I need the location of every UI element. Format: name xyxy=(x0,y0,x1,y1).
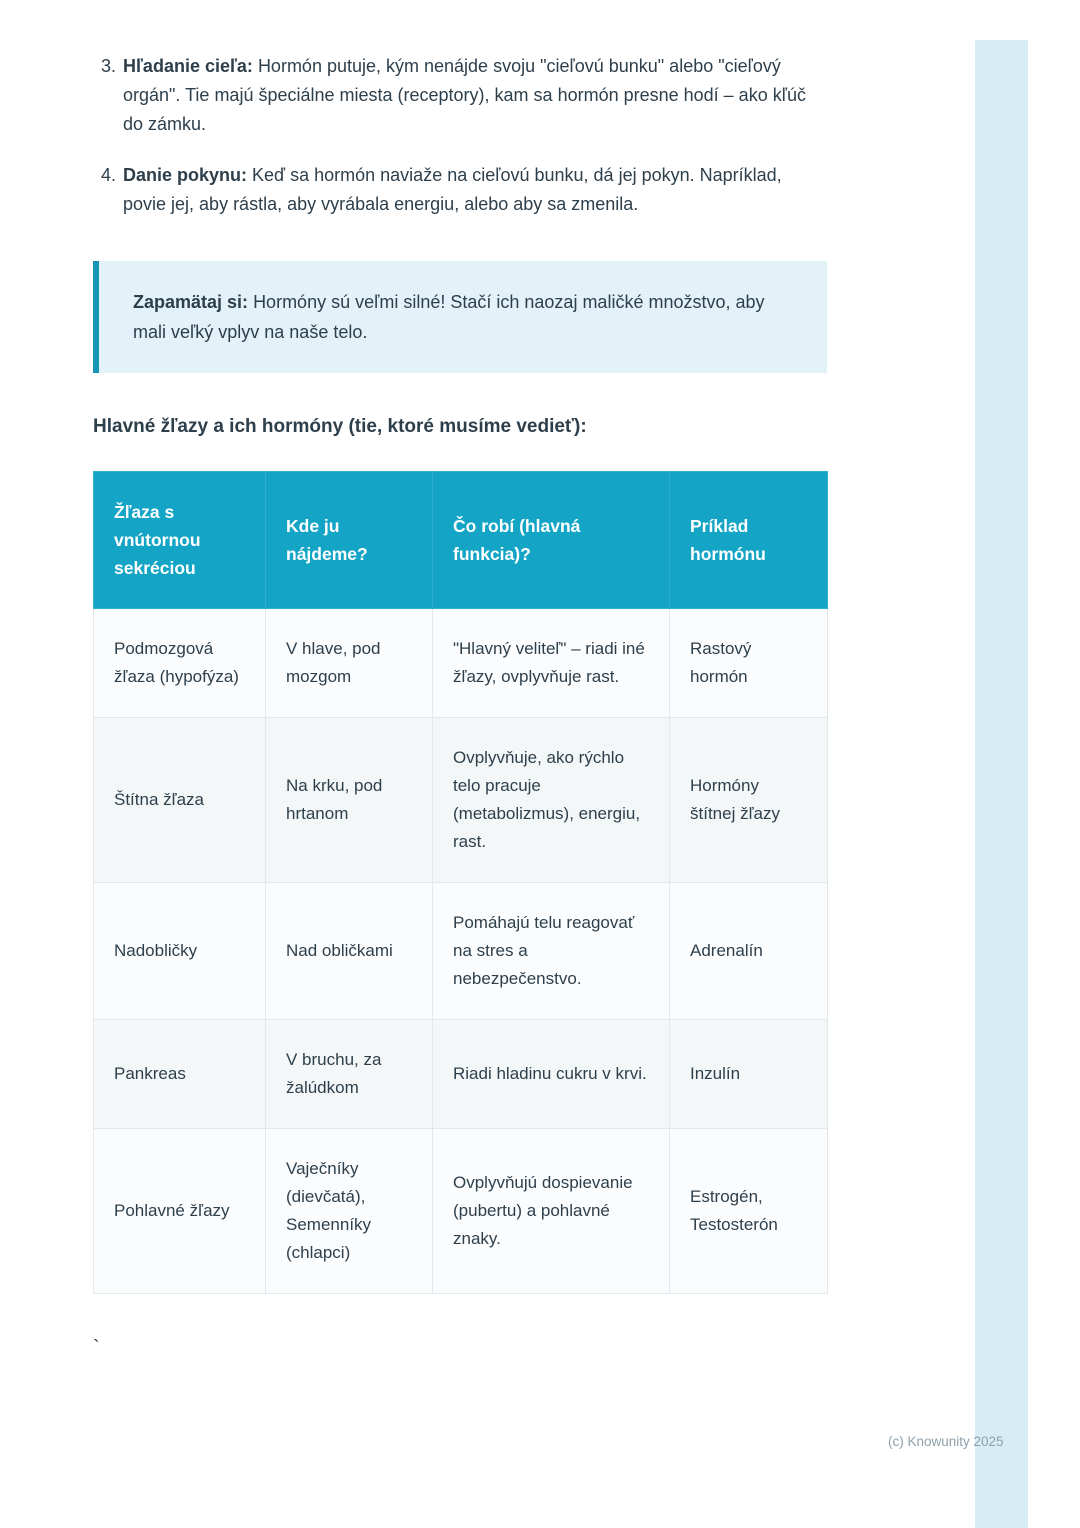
table-cell: Nad obličkami xyxy=(266,883,433,1020)
table-row xyxy=(94,1020,828,1129)
table-cell: Rastový hormón xyxy=(670,609,828,718)
table-row xyxy=(94,883,828,1020)
table-row xyxy=(94,718,828,883)
list-item-label: Hľadanie cieľa: xyxy=(123,56,253,76)
stray-backtick: ` xyxy=(93,1337,100,1359)
list-item-3 xyxy=(93,52,827,139)
table-cell: Podmozgová žľaza (hypofýza) xyxy=(94,609,266,718)
table-cell: Na krku, pod hrtanom xyxy=(266,718,433,883)
table-cell: "Hlavný veliteľ" – riadi iné žľazy, ovplyvňuje rast. xyxy=(433,609,670,718)
list-item-4 xyxy=(93,161,827,219)
callout-label: Zapamätaj si: xyxy=(133,292,249,312)
document-content xyxy=(93,52,827,1358)
page-edge-strip xyxy=(975,40,1028,1528)
table-cell: Inzulín xyxy=(670,1020,828,1129)
list-item-text xyxy=(123,161,827,219)
table-cell: Pankreas xyxy=(94,1020,266,1129)
list-item-body: Hormón putuje, kým nenájde svoju "cieľovú bunku" alebo "cieľový orgán". Tie majú špeciálne miesta (receptory), kam sa hormón presne hodí – ako kľúč do zámku. xyxy=(123,56,806,134)
table-cell: Vaječníky (dievčatá), Semenníky (chlapci) xyxy=(266,1129,433,1294)
table-row xyxy=(94,1129,828,1294)
callout-remember-box xyxy=(93,261,827,373)
table-cell: Adrenalín xyxy=(670,883,828,1020)
table-row xyxy=(94,609,828,718)
table-cell: Ovplyvňuje, ako rýchlo telo pracuje (metabolizmus), energiu, rast. xyxy=(433,718,670,883)
list-item-label: Danie pokynu: xyxy=(123,165,248,185)
table-cell: Pomáhajú telu reagovať na stres a nebezpečenstvo. xyxy=(433,883,670,1020)
list-number: 3. xyxy=(101,56,117,76)
table-cell: V hlave, pod mozgom xyxy=(266,609,433,718)
table-header-cell-gland: Žľaza s vnútornou sekréciou xyxy=(94,472,266,609)
table-cell: Nadobličky xyxy=(94,883,266,1020)
table-cell: Riadi hladinu cukru v krvi. xyxy=(433,1020,670,1129)
table-cell: V bruchu, za žalúdkom xyxy=(266,1020,433,1129)
list-item-text xyxy=(123,52,827,139)
glands-hormones-table xyxy=(93,471,828,1294)
table-cell: Štítna žľaza xyxy=(94,718,266,883)
table-cell: Hormóny štítnej žľazy xyxy=(670,718,828,883)
table-header-cell-location: Kde ju nájdeme? xyxy=(266,472,433,609)
table-cell: Ovplyvňujú dospievanie (pubertu) a pohlavné znaky. xyxy=(433,1129,670,1294)
table-header-cell-function: Čo robí (hlavná funkcia)? xyxy=(433,472,670,609)
table-cell: Pohlavné žľazy xyxy=(94,1129,266,1294)
callout-text: Hormóny sú veľmi silné! Stačí ich naozaj maličké množstvo, aby mali veľký vplyv na naše telo. xyxy=(133,292,765,342)
table-header-cell-hormone: Príklad hormónu xyxy=(670,472,828,609)
footer-credit: (c) Knowunity 2025 xyxy=(888,1434,1004,1449)
list-number: 4. xyxy=(101,165,117,185)
table-header-row xyxy=(94,472,828,609)
list-item-body: Keď sa hormón naviaže na cieľovú bunku, dá jej pokyn. Napríklad, povie jej, aby rástla, aby vyrábala energiu, alebo aby sa zmenila. xyxy=(123,165,782,214)
section-heading: Hlavné žľazy a ich hormóny (tie, ktoré musíme vedieť): xyxy=(93,416,587,437)
table-cell: Estrogén, Testosterón xyxy=(670,1129,828,1294)
